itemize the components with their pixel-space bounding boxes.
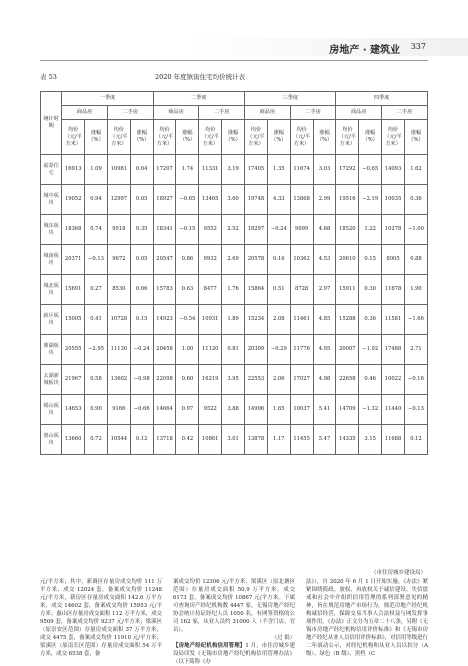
table-cell: −2.19 [359, 185, 382, 215]
table-cell: 14653 [62, 395, 85, 425]
table-cell: 11678 [382, 275, 405, 305]
price-column-header: 均价（元/平方米） [336, 120, 359, 155]
table-cell: −0.16 [404, 365, 427, 395]
body-text [40, 578, 428, 665]
table-cell: 0.88 [404, 245, 427, 275]
table-cell: 20547 [153, 245, 176, 275]
table-source: （市住房城乡建设局） [370, 570, 426, 576]
table-cell: 18520 [336, 215, 359, 245]
table-cell: 0.74 [85, 215, 108, 245]
table-row [41, 425, 428, 455]
table-cell: 3.60 [222, 185, 245, 215]
table-cell: 10544 [107, 425, 130, 455]
table-cell: 14335 [336, 425, 359, 455]
price-column-header: 均价（元/平方米） [62, 120, 85, 155]
table-cell: 3.15 [359, 425, 382, 455]
table-cell: −0.29 [267, 335, 290, 365]
region-label: 惠山板块 [41, 425, 62, 455]
table-cell: 0.72 [85, 425, 108, 455]
price-table [40, 91, 428, 455]
table-cell: −0.54 [176, 305, 199, 335]
table-cell: 4.85 [313, 305, 336, 335]
housing-type-header: 商品房 [336, 106, 382, 120]
table-cell: 9672 [107, 245, 130, 275]
table-number: 表 53 [40, 73, 57, 81]
header-rule [40, 60, 428, 61]
table-cell: 2.99 [313, 185, 336, 215]
table-cell: 2.69 [222, 245, 245, 275]
change-column-header: 涨幅（%） [313, 120, 336, 155]
table-cell: −0.13 [85, 245, 108, 275]
table-cell: 0.41 [85, 305, 108, 335]
quarter-header: 二季度 [153, 92, 244, 106]
table-cell: 20371 [62, 245, 85, 275]
table-cell: −0.65 [359, 155, 382, 185]
table-cell: 4.95 [313, 335, 336, 365]
quarter-header: 一季度 [62, 92, 153, 106]
table-cell: 10035 [382, 185, 405, 215]
table-cell: 9932 [199, 245, 222, 275]
table-cell: 15911 [336, 275, 359, 305]
table-cell: 1.09 [85, 155, 108, 185]
paragraph: 案成交均价 12306 元/平方米；梁溪区（原北塘区范围）存量房成交面积 50.9 万平方米，成交 6173 套，备案成交均价 10867 元/平方米。下属可查询房产经纪机构数 4447 家，无锡房地产经纪协会统计持证经纪人员 1050 名，有网签资格的公司 162 家，从业人员约 31000 人（不含门店、官员）。 [173, 579, 295, 633]
text-column-3 [306, 578, 428, 658]
table-cell: 11331 [199, 155, 222, 185]
housing-type-header: 二手房 [199, 106, 245, 120]
table-cell: 10728 [107, 305, 130, 335]
table-cell: 4.33 [267, 185, 290, 215]
table-cell: 2.52 [222, 215, 245, 245]
table-cell: 15288 [336, 305, 359, 335]
table-cell: 10037 [290, 395, 313, 425]
page-number: 337 [410, 42, 426, 51]
table-cell: 20555 [62, 335, 85, 365]
table-cell: −1.32 [359, 395, 382, 425]
table-cell: 17207 [153, 155, 176, 185]
table-cell: 16913 [62, 155, 85, 185]
table-cell: 22098 [153, 365, 176, 395]
text-column-2 [173, 578, 295, 666]
table-cell: 10861 [199, 425, 222, 455]
table-cell: 4.68 [313, 215, 336, 245]
table-cell: 1.65 [267, 395, 290, 425]
table-cell: 1.35 [267, 155, 290, 185]
table-cell: 3.95 [222, 365, 245, 395]
table-cell: 11130 [107, 335, 130, 365]
table-cell: 0.63 [176, 275, 199, 305]
table-cell: 17292 [336, 155, 359, 185]
table-cell: 9166 [107, 395, 130, 425]
table-cell: 12997 [107, 185, 130, 215]
table-cell: 0.12 [404, 425, 427, 455]
table-cell: 1.76 [222, 275, 245, 305]
table-cell: 19052 [62, 185, 85, 215]
table-cell: 0.27 [85, 275, 108, 305]
table-cell: 8530 [107, 275, 130, 305]
housing-type-header: 商品房 [245, 106, 291, 120]
table-cell: −1.92 [359, 335, 382, 365]
table-row [41, 245, 428, 275]
table-cell: 0.81 [222, 335, 245, 365]
region-label: 城南板块 [41, 245, 62, 275]
table-cell: 9999 [290, 215, 313, 245]
table-caption [40, 72, 428, 84]
price-column-header: 均价（元/平方米） [245, 120, 268, 155]
table-cell: 15234 [245, 305, 268, 335]
table-cell: −0.65 [176, 185, 199, 215]
table-cell: 8477 [199, 275, 222, 305]
table-cell: 0.90 [85, 395, 108, 425]
quarter-header: 三季度 [245, 92, 336, 106]
table-cell: 9522 [199, 395, 222, 425]
paragraph: 1 月，市住房城乡建设局印发《无锡市房地产经纪机构信用管理办法》（以下简称《办 [173, 643, 295, 665]
table-row [41, 155, 428, 185]
table-cell: 13602 [107, 365, 130, 395]
table-cell: 0.65 [130, 185, 153, 215]
table-cell: 9552 [199, 215, 222, 245]
change-column-header: 涨幅（%） [404, 120, 427, 155]
table-cell: 14709 [336, 395, 359, 425]
table-cell: 0.66 [130, 275, 153, 305]
table-cell: 17405 [245, 155, 268, 185]
region-label: 城中板块 [41, 185, 62, 215]
table-cell: −0.15 [176, 215, 199, 245]
housing-type-header: 二手房 [290, 106, 336, 120]
table-cell: 0.60 [176, 365, 199, 395]
table-cell: 8005 [382, 245, 405, 275]
table-cell: 17027 [290, 365, 313, 395]
table-cell: 8728 [290, 275, 313, 305]
price-column-header: 均价（元/平方米） [107, 120, 130, 155]
table-cell: 3.19 [222, 155, 245, 185]
table-cell: 1.62 [404, 155, 427, 185]
change-column-header: 涨幅（%） [359, 120, 382, 155]
table-row [41, 185, 428, 215]
table-cell: −2.95 [85, 335, 108, 365]
table-cell: 1.00 [176, 335, 199, 365]
table-cell: 10981 [107, 155, 130, 185]
table-cell: 0.36 [359, 305, 382, 335]
table-cell: 11581 [382, 305, 405, 335]
table-cell: 17488 [382, 335, 405, 365]
table-cell: 0.36 [404, 185, 427, 215]
table-cell: 3.88 [222, 395, 245, 425]
region-label: 城北板块 [41, 275, 62, 305]
quarter-header: 四季度 [336, 92, 428, 106]
table-cell: 13660 [62, 425, 85, 455]
table-cell: 22553 [245, 365, 268, 395]
table-cell: 9518 [107, 215, 130, 245]
table-cell: 0.15 [130, 305, 153, 335]
table-cell: 0.86 [176, 245, 199, 275]
text-column-1 [40, 578, 162, 658]
section-subhead: 【房地产经纪机构信用管理】 [173, 643, 246, 649]
table-cell: 4.53 [313, 245, 336, 275]
table-cell: 0.46 [359, 365, 382, 395]
table-cell: 18927 [153, 185, 176, 215]
table-cell: 0.35 [130, 215, 153, 245]
region-label: 新区板块 [41, 305, 62, 335]
change-column-header: 涨幅（%） [176, 120, 199, 155]
housing-type-header: 二手房 [382, 106, 428, 120]
table-cell: 0.16 [267, 245, 290, 275]
table-cell: 1.17 [267, 425, 290, 455]
table-title: 2020 年度镇街住宅均价统计表 [155, 73, 246, 81]
region-label: 锡山板块 [41, 395, 62, 425]
table-row [41, 365, 428, 395]
price-column-header: 均价（元/平方米） [199, 120, 222, 155]
table-cell: 20458 [153, 335, 176, 365]
table-cell: 10022 [382, 365, 405, 395]
change-column-header: 涨幅（%） [85, 120, 108, 155]
price-column-header: 均价（元/平方米） [153, 120, 176, 155]
table-cell: 13465 [199, 185, 222, 215]
table-cell: 18341 [153, 215, 176, 245]
table-cell: 10278 [382, 215, 405, 245]
table-cell: −0.24 [267, 215, 290, 245]
table-cell: −0.24 [130, 335, 153, 365]
table-cell: 14664 [153, 395, 176, 425]
table-cell: 0.15 [359, 245, 382, 275]
table-cell: 0.05 [130, 245, 153, 275]
table-cell: 5.41 [313, 395, 336, 425]
change-column-header: 涨幅（%） [222, 120, 245, 155]
price-column-header: 均价（元/平方米） [382, 120, 405, 155]
table-cell: 19516 [336, 185, 359, 215]
table-cell: 18368 [62, 215, 85, 245]
table-cell: 2.97 [313, 275, 336, 305]
housing-type-header: 二手房 [107, 106, 153, 120]
table-row [41, 335, 428, 365]
table-cell: 10931 [199, 305, 222, 335]
paragraph: 元/平方米；其中，新调区存量房成交均价 111 万平方米，成交 12024 套，备案成交均价 11248 元/平方米，新房区存量房成交面积 142.6 万平方米，成交 14602 套，备案成交均价 15953 元/平方米；惠山区存量房成交面积 112 万平方米，成交 9509 套，备案成交均价 9237 元/平方米；梁溪区（原崇安区范围）存量房成交面积 37 万平方米，成交 4475 套，备案成交均价 11910 元/平方米；梁溪区（原南长区范围）存量房成交面积 54 万平方米，成交 6538 套，备 [40, 579, 162, 657]
table-cell: 11455 [290, 425, 313, 455]
table-cell: 15691 [62, 275, 85, 305]
table-cell: 16219 [199, 365, 222, 395]
table-cell: 11776 [290, 335, 313, 365]
table-cell: 15005 [62, 305, 85, 335]
table-cell: 14093 [382, 155, 405, 185]
table-cell: 0.12 [130, 425, 153, 455]
table-cell: 21967 [62, 365, 85, 395]
table-cell: 11674 [290, 155, 313, 185]
housing-type-header: 商品房 [153, 106, 199, 120]
table-cell: 3.03 [313, 155, 336, 185]
table-row [41, 305, 428, 335]
table-cell: 20610 [336, 245, 359, 275]
table-cell: 0.42 [176, 425, 199, 455]
table-cell: 11688 [382, 425, 405, 455]
table-cell: 15864 [245, 275, 268, 305]
table-row [41, 275, 428, 305]
table-cell: 22658 [336, 365, 359, 395]
table-row [41, 215, 428, 245]
price-column-header: 均价（元/平方米） [290, 120, 313, 155]
table-cell: 1.89 [222, 305, 245, 335]
paragraph: 法》），自 2020 年 6 月 1 日开始实施。《办法》紧紧围绕简政、放权、再放权关于诚信建设、失信惩戒和社会中介组织信用管理的系列部署意见的精神，旨在规范房地产市场行为，规范房地产经纪机构诚信经营，保障交易当事人合法权益与网发挥事项作用。《办法》正文分为五章二十八条，另附《无锡市房地产经纪机构信用评价标准》和《无锡市房地产经纪从业人员信用评价标准》，对信用等级进行二年滚动公示，对经纪机构和从业人员以扣分（A 级）、绿色（B 级）、黑档（C [306, 579, 428, 657]
table-cell: 3.01 [222, 425, 245, 455]
table-row [41, 395, 428, 425]
table-cell: 0.94 [85, 185, 108, 215]
table-cell: 14906 [245, 395, 268, 425]
table-cell: 13878 [245, 425, 268, 455]
table-cell: 11461 [290, 305, 313, 335]
change-column-header: 涨幅（%） [130, 120, 153, 155]
table-cell: 2.06 [267, 365, 290, 395]
table-cell: −0.13 [404, 395, 427, 425]
author-credit: （过 娟） [271, 635, 295, 641]
table-cell: 20399 [245, 335, 268, 365]
table-cell: 0.30 [359, 275, 382, 305]
housing-type-header: 商品房 [62, 106, 108, 120]
table-cell: 20578 [245, 245, 268, 275]
table-cell: −1.66 [404, 305, 427, 335]
table-cell: 2.08 [267, 305, 290, 335]
table-cell: 4.98 [313, 365, 336, 395]
table-cell: 0.58 [85, 365, 108, 395]
region-label: 城东板块 [41, 215, 62, 245]
table-cell: 11440 [382, 395, 405, 425]
region-label: 太湖新城板块 [41, 365, 62, 395]
table-cell: −0.98 [130, 365, 153, 395]
change-column-header: 涨幅（%） [267, 120, 290, 155]
table-cell: 2.71 [404, 335, 427, 365]
table-cell: 13868 [290, 185, 313, 215]
page-header [0, 38, 468, 58]
table-cell: 1.90 [404, 275, 427, 305]
table-cell: 1.22 [359, 215, 382, 245]
table-cell: 14923 [153, 305, 176, 335]
table-cell: 5.47 [313, 425, 336, 455]
table-cell: 0.64 [130, 155, 153, 185]
table-cell: 11120 [199, 335, 222, 365]
stub-header: 统计时期 [41, 92, 62, 155]
table-cell: 19748 [245, 185, 268, 215]
table-cell: 1.74 [176, 155, 199, 185]
table-cell: −0.66 [130, 395, 153, 425]
table-cell: 10362 [290, 245, 313, 275]
region-label: 福泰住宅 [41, 155, 62, 185]
region-label: 鼎湖板块 [41, 335, 62, 365]
table-cell: 0.97 [176, 395, 199, 425]
table-cell: 18297 [245, 215, 268, 245]
table-cell: −1.00 [404, 215, 427, 245]
table-cell: 13718 [153, 425, 176, 455]
table-cell: 20007 [336, 335, 359, 365]
table-cell: 0.51 [267, 275, 290, 305]
section-title: 房地产 · 建筑业 [329, 45, 400, 56]
table-cell: 15783 [153, 275, 176, 305]
